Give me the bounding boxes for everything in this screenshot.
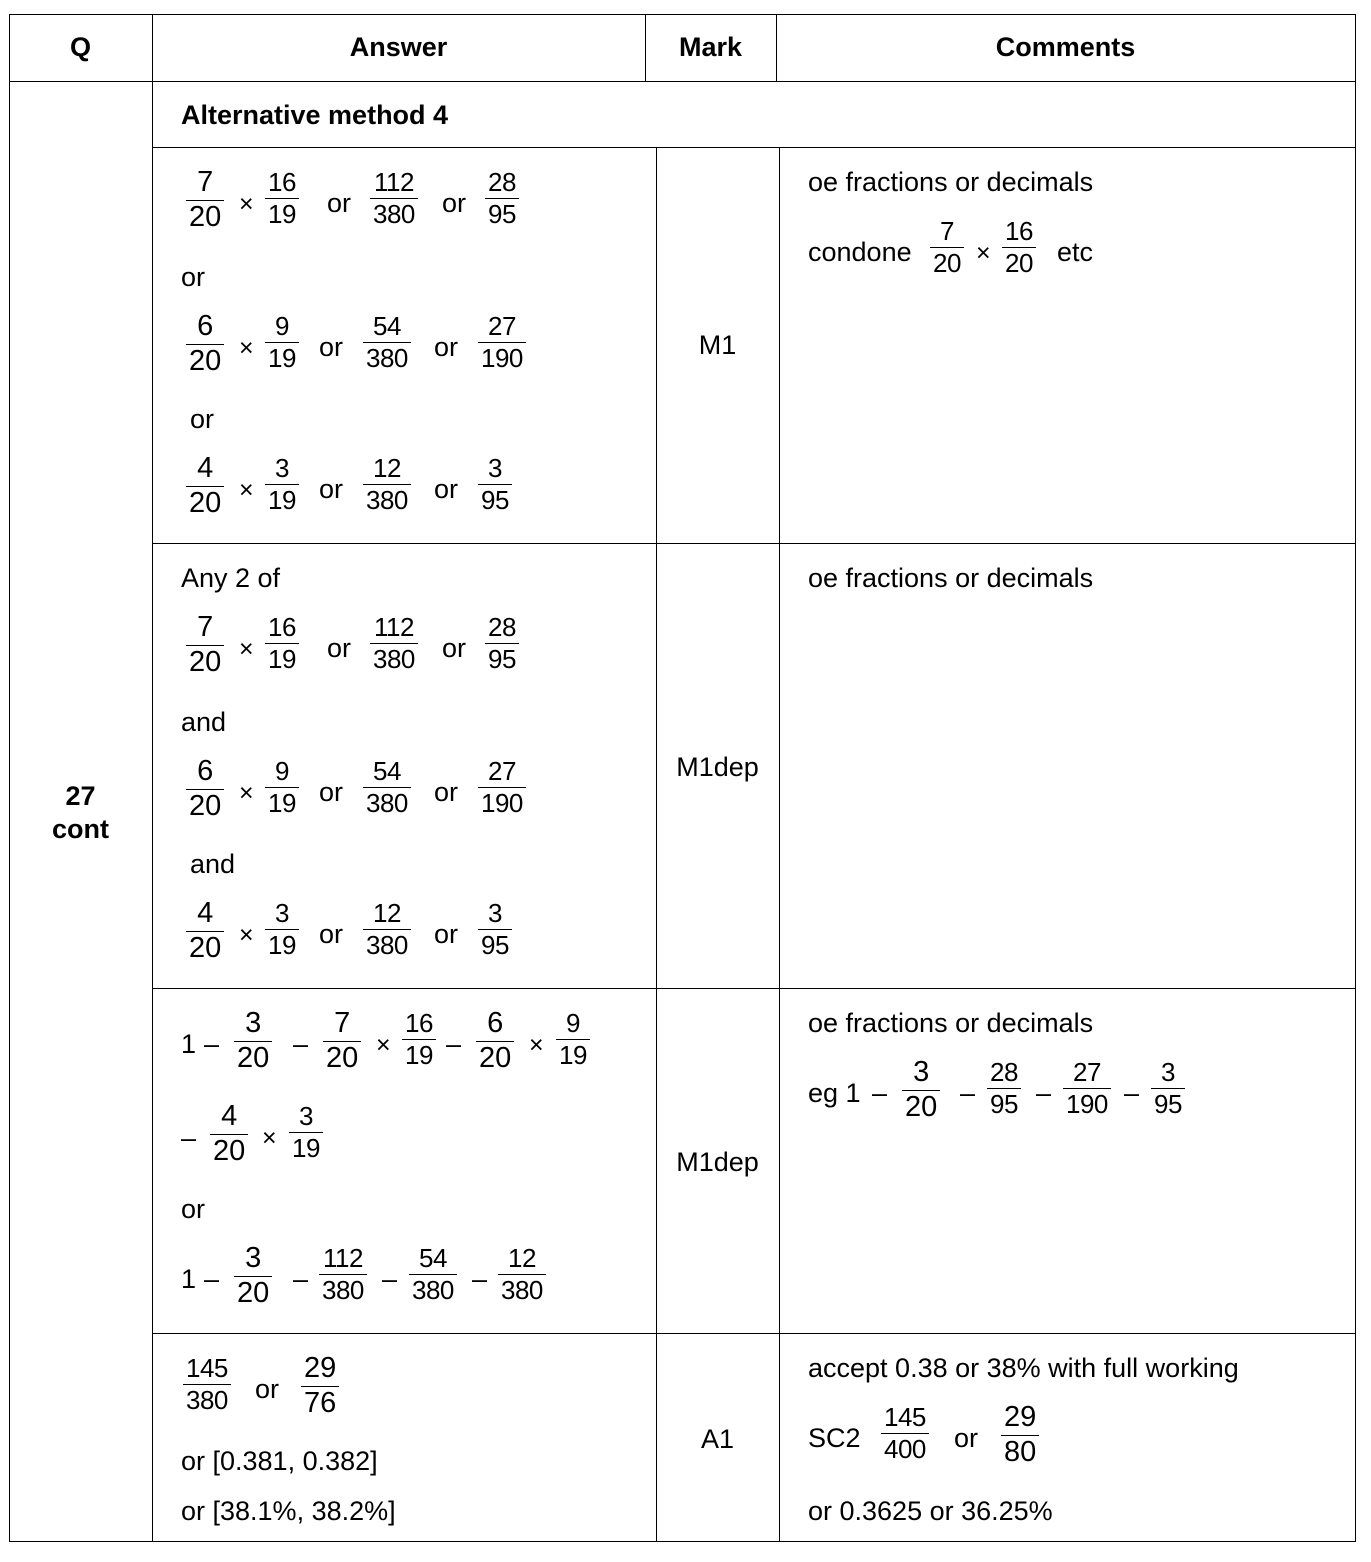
method-title: Alternative method 4 xyxy=(181,100,449,130)
header-answer: Answer xyxy=(349,32,448,62)
header-mark: Mark xyxy=(678,32,743,62)
or-word: or xyxy=(327,633,352,663)
or-word: or xyxy=(319,777,344,807)
fraction: 3 19 xyxy=(265,455,299,513)
minus-sign: – xyxy=(872,1078,888,1108)
header-comments: Comments xyxy=(995,32,1136,62)
fraction: 54 380 xyxy=(363,758,411,816)
times-sign: × xyxy=(239,921,254,949)
fraction: 9 19 xyxy=(556,1010,590,1068)
answer-interval: or [38.1%, 38.2%] xyxy=(181,1496,396,1526)
row2-mark: M1dep xyxy=(676,752,759,782)
times-sign: × xyxy=(239,334,254,362)
fraction: 3 95 xyxy=(1151,1059,1185,1117)
fraction: 28 95 xyxy=(485,614,519,672)
fraction: 9 19 xyxy=(265,758,299,816)
minus-sign: – xyxy=(293,1264,309,1294)
fraction: 112 380 xyxy=(319,1245,367,1303)
fraction: 7 20 xyxy=(323,1009,361,1073)
comment-text: condone xyxy=(808,237,912,267)
comment-text: eg 1 xyxy=(808,1078,861,1108)
or-word: or xyxy=(327,188,352,218)
fraction: 16 20 xyxy=(1002,218,1036,276)
fraction: 112 380 xyxy=(370,614,418,672)
minus-sign: – xyxy=(960,1078,976,1108)
fraction: 6 20 xyxy=(186,312,224,376)
times-sign: × xyxy=(976,239,991,267)
comment-text: oe fractions or decimals xyxy=(808,167,1094,197)
one: 1 xyxy=(181,1029,197,1059)
fraction: 12 380 xyxy=(498,1245,546,1303)
fraction: 3 19 xyxy=(265,900,299,958)
minus-sign: – xyxy=(382,1264,398,1294)
fraction: 3 20 xyxy=(234,1009,272,1073)
or-word: or xyxy=(319,474,344,504)
fraction: 3 20 xyxy=(234,1244,272,1308)
fraction: 145 380 xyxy=(183,1355,231,1413)
fraction: 4 20 xyxy=(186,454,224,518)
row3-mark: M1dep xyxy=(676,1147,759,1177)
comment-text: etc xyxy=(1057,237,1094,267)
fraction: 7 20 xyxy=(930,218,964,276)
question-number xyxy=(9,780,152,846)
comment-text: or 0.3625 or 36.25% xyxy=(808,1496,1053,1526)
or-word: or xyxy=(319,332,344,362)
comment-text: oe fractions or decimals xyxy=(808,1008,1094,1038)
fraction: 54 380 xyxy=(363,313,411,371)
fraction: 145 400 xyxy=(881,1404,929,1462)
fraction: 28 95 xyxy=(485,169,519,227)
fraction: 6 20 xyxy=(186,757,224,821)
minus-sign: – xyxy=(181,1123,197,1153)
and-word: and xyxy=(181,707,227,737)
or-word: or xyxy=(434,919,459,949)
times-sign: × xyxy=(239,190,254,218)
minus-sign: – xyxy=(446,1029,462,1059)
minus-sign: – xyxy=(204,1264,220,1294)
fraction: 12 380 xyxy=(363,455,411,513)
question-cont-label: cont xyxy=(52,814,109,844)
or-word: or xyxy=(442,188,467,218)
fraction: 3 20 xyxy=(902,1058,940,1122)
fraction: 16 19 xyxy=(402,1010,436,1068)
or-word: or xyxy=(181,1194,206,1224)
fraction: 27 190 xyxy=(478,313,526,371)
fraction: 4 20 xyxy=(186,899,224,963)
fraction: 9 19 xyxy=(265,313,299,371)
or-word: or xyxy=(442,633,467,663)
fraction: 27 190 xyxy=(478,758,526,816)
minus-sign: – xyxy=(293,1029,309,1059)
fraction: 7 20 xyxy=(186,613,224,677)
times-sign: × xyxy=(376,1031,391,1059)
or-word: or xyxy=(255,1374,280,1404)
fraction: 4 20 xyxy=(210,1102,248,1166)
times-sign: × xyxy=(262,1124,277,1152)
fraction: 28 95 xyxy=(987,1059,1021,1117)
fraction: 16 19 xyxy=(265,614,299,672)
comment-text: SC2 xyxy=(808,1423,861,1453)
comment-text: oe fractions or decimals xyxy=(808,563,1094,593)
fraction: 54 380 xyxy=(409,1245,457,1303)
minus-sign: – xyxy=(204,1029,220,1059)
fraction: 27 190 xyxy=(1063,1059,1111,1117)
fraction: 29 80 xyxy=(1001,1403,1039,1467)
fraction: 7 20 xyxy=(186,168,224,232)
times-sign: × xyxy=(239,476,254,504)
or-word: or xyxy=(319,919,344,949)
any-2-of-label: Any 2 of xyxy=(181,563,281,593)
times-sign: × xyxy=(239,635,254,663)
fraction: 3 95 xyxy=(478,455,512,513)
and-word: and xyxy=(190,849,236,879)
row1-mark: M1 xyxy=(698,330,737,360)
question-number-value: 27 xyxy=(65,781,96,811)
or-word: or xyxy=(434,777,459,807)
fraction: 16 19 xyxy=(265,169,299,227)
minus-sign: – xyxy=(1124,1078,1140,1108)
answer-interval: or [0.381, 0.382] xyxy=(181,1446,378,1476)
fraction: 112 380 xyxy=(370,169,418,227)
header-q: Q xyxy=(69,32,91,62)
or-word: or xyxy=(181,262,206,292)
or-word: or xyxy=(190,404,215,434)
minus-sign: – xyxy=(1036,1078,1052,1108)
minus-sign: – xyxy=(472,1264,488,1294)
fraction: 6 20 xyxy=(476,1009,514,1073)
or-word: or xyxy=(954,1423,979,1453)
or-word: or xyxy=(434,332,459,362)
fraction: 12 380 xyxy=(363,900,411,958)
one: 1 xyxy=(181,1264,197,1294)
times-sign: × xyxy=(239,779,254,807)
comment-text: accept 0.38 or 38% with full working xyxy=(808,1353,1239,1383)
times-sign: × xyxy=(529,1031,544,1059)
or-word: or xyxy=(434,474,459,504)
fraction: 29 76 xyxy=(301,1354,339,1418)
fraction: 3 95 xyxy=(478,900,512,958)
fraction: 3 19 xyxy=(289,1103,323,1161)
row4-mark: A1 xyxy=(700,1424,735,1454)
